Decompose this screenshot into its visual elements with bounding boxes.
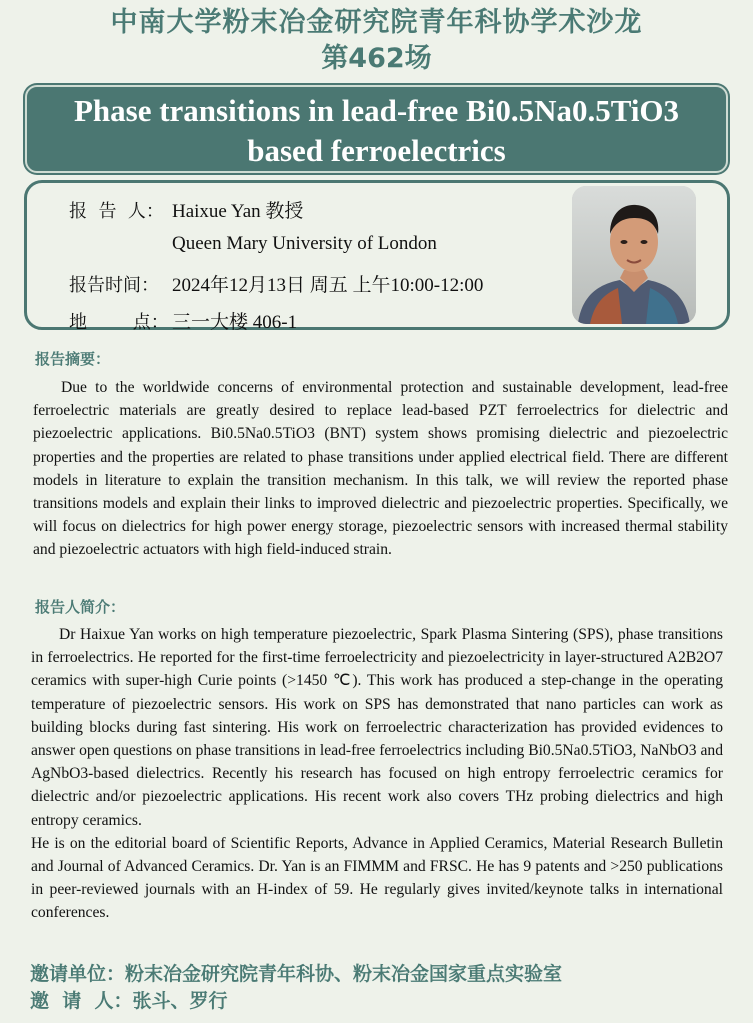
- talk-time: 2024年12月13日 周五 上午10:00-12:00: [172, 275, 484, 296]
- speaker-photo: [572, 186, 696, 324]
- talk-title-line2: based ferroelectrics: [247, 133, 506, 168]
- place-row: [69, 307, 297, 334]
- talk-place: 三一大楼 406-1: [172, 312, 298, 333]
- session-number: 第462场: [321, 43, 432, 74]
- salon-title: 中南大学粉末冶金研究院青年科协学术沙龙: [110, 7, 643, 38]
- talk-title-banner: [25, 85, 728, 173]
- abstract-heading: 报告摘要：: [35, 350, 111, 368]
- time-row: [69, 270, 483, 297]
- talk-title-line1: Phase transitions in lead-free Bi0.5Na0.5TiO3: [73, 93, 680, 128]
- speaker-info-panel: [24, 180, 730, 333]
- bio-paragraph-2: He is on the editorial board of Scientific Reports, Advance in Applied Ceramics, Material Research Bulletin and Journal of Advanced Ceramics. Dr. Yan is an FIMMM and FRSC. He has 9 patents and >250 publications in peer-reviewed journals with an H-index of 59. He regularly gives invited/keynote talks in international conferences.: [31, 834, 723, 922]
- inviter-line: 邀 请 人：张斗、罗行: [30, 990, 228, 1012]
- bio-paragraph-1: Dr Haixue Yan works on high temperature piezoelectric, Spark Plasma Sintering (SPS), phase transitions in ferroelectrics. He reported for the first-time ferroelectricity and piezoelectricity in layer-structured A2B2O7 ceramics with super-high Curie points (>1450 ℃). This work has produced a step-change in the operating temperature of piezoelectric sensors. His work on SPS has demonstrated that nano particles can work as building blocks during fast sintering. His work on ferroelectric characterization has provided evidences to answer open questions on phase transitions in lead-free ferroelectrics including Bi0.5Na0.5TiO3, NaNbO3 and AgNbO3-based dielectrics. Recently his research has focused on high entropy ferroelectric ceramics for dielectric and/or piezoelectric applications. His recent work also covers THz probing dielectrics and high entropy ceramics.: [31, 626, 723, 829]
- speaker-name: Haixue Yan 教授: [172, 201, 304, 222]
- time-label: 报告时间：: [69, 275, 159, 296]
- speaker-row: [69, 196, 303, 223]
- speaker-label: 报 告 人：: [69, 201, 164, 222]
- organizer-line: 邀请单位：粉末冶金研究院青年科协、粉末冶金国家重点实验室: [30, 963, 563, 985]
- abstract-text: Due to the worldwide concerns of environmental protection and sustainable development, lead-free ferroelectric materials are greatly desired to replace lead-based PZT ferroelectrics for dielectric and piezoelectric applications. Bi0.5Na0.5TiO3 (BNT) system shows promising dielectric and piezoelectric properties and the properties are related to phase transitions under applied electrical field. There are different models in literature to explain the transition mechanism. In this talk, we will review the reported phase transitions models and explain their links to improved dielectric and piezoelectric properties. Specifically, we will focus on dielectrics for high power energy storage, piezoelectric sensors with increased thermal stability and piezoelectric actuators with high field-induced strain.: [33, 379, 728, 559]
- affiliation-row: [69, 233, 437, 255]
- bio-section: [31, 623, 723, 925]
- place-label: 地 点：: [69, 312, 169, 333]
- speaker-affiliation: Queen Mary University of London: [172, 233, 437, 254]
- bio-heading: 报告人简介：: [35, 598, 126, 616]
